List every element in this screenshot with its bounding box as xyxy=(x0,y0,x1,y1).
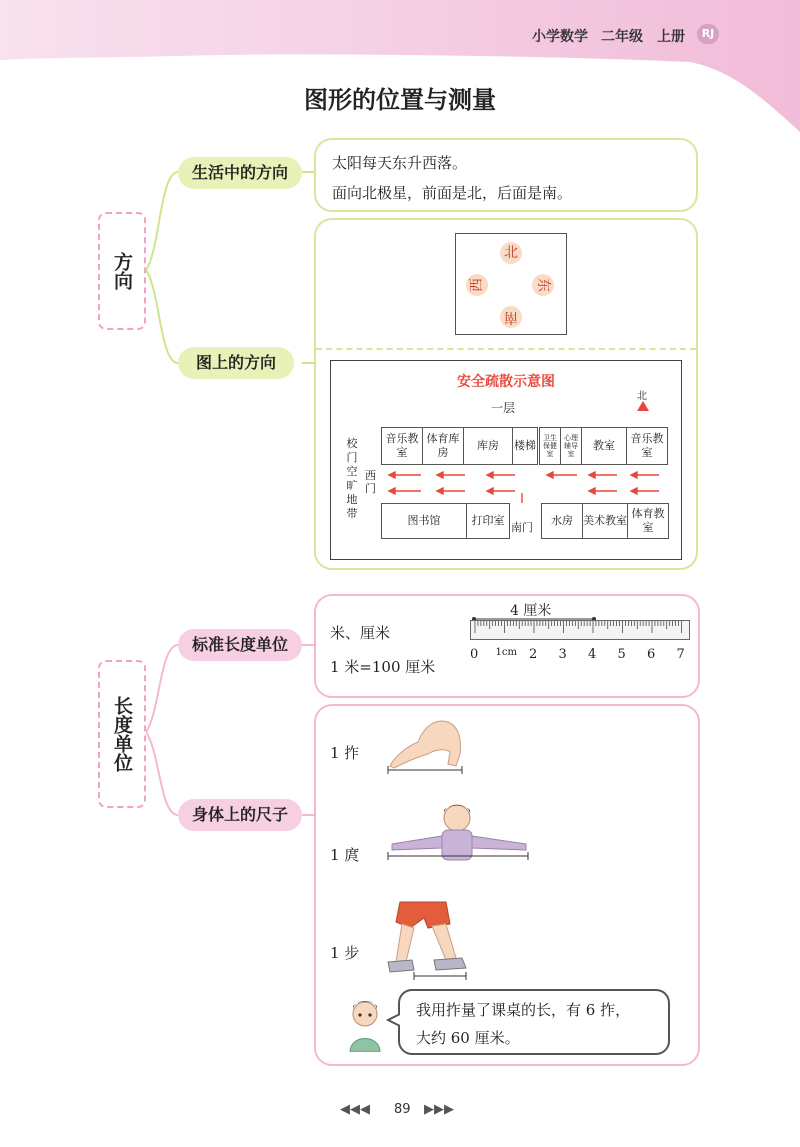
page-title: 图形的位置与测量 xyxy=(304,86,496,114)
ruler-tick-label: 5 xyxy=(617,647,626,662)
compass-south: 南 xyxy=(500,306,522,328)
units-relation: 1 米=100 厘米 xyxy=(330,658,436,676)
ruler-tick-label: 4 xyxy=(588,647,597,662)
header-grade: 二年级 xyxy=(601,29,643,45)
evac-north-label: 北 xyxy=(637,391,647,402)
ruler xyxy=(470,620,690,640)
ruler-tick-label: 1cm xyxy=(495,647,517,658)
subtopic-map-direction: 图上的方向 xyxy=(178,347,294,379)
room-art: 美术教室 xyxy=(582,503,628,539)
speech-bubble xyxy=(398,989,670,1055)
room-music-1: 音乐教室 xyxy=(381,427,423,465)
tuo-label: 1 庹 xyxy=(330,846,360,864)
subtopic-life-direction: 生活中的方向 xyxy=(178,157,302,189)
topic-length xyxy=(98,660,146,808)
topic-direction xyxy=(98,212,146,330)
ruler-span-label: 4 厘米 xyxy=(510,603,552,619)
header-volume: 上册 xyxy=(657,29,685,45)
room-storage: 库房 xyxy=(463,427,513,465)
divider xyxy=(316,348,696,350)
room-pe: 体育教室 xyxy=(627,503,669,539)
evac-title: 安全疏散示意图 xyxy=(457,374,555,390)
room-pe-storage: 体育库房 xyxy=(422,427,464,465)
standard-units-box xyxy=(314,594,700,698)
life-direction-box xyxy=(314,138,698,212)
ruler-tick-label: 2 xyxy=(529,647,538,662)
room-health: 卫生保健室 xyxy=(539,427,561,465)
compass-east: 东 xyxy=(532,274,554,296)
room-counseling: 心理辅导室 xyxy=(560,427,582,465)
compass-west: 西 xyxy=(466,274,488,296)
hand-span-illustration xyxy=(384,714,468,774)
room-classroom: 教室 xyxy=(581,427,627,465)
evac-west-gate: 西门 xyxy=(365,469,376,495)
arm-span-illustration xyxy=(384,800,534,872)
topic-length-label: 长度单位 xyxy=(111,696,133,772)
ruler-tick-label: 3 xyxy=(558,647,567,662)
ruler-ticks xyxy=(471,621,689,639)
ruler-tick-label: 6 xyxy=(647,647,656,662)
step-illustration xyxy=(384,898,480,982)
life-line-1: 太阳每天东升西落。 xyxy=(332,154,468,172)
room-water: 水房 xyxy=(541,503,583,539)
units-names: 米、厘米 xyxy=(330,624,391,642)
speech-bubble-tail xyxy=(386,1012,400,1028)
prev-arrows-icon: ◀◀◀ xyxy=(340,1102,370,1117)
north-arrow-icon xyxy=(637,401,649,411)
evac-route-arrows xyxy=(381,463,667,503)
evacuation-map xyxy=(330,360,682,560)
evac-open-area: 校门空旷地带 xyxy=(346,437,358,520)
ruler-tick-label: 0 xyxy=(470,647,479,662)
topic-direction-label: 方向 xyxy=(111,252,133,290)
speech-line-1: 我用拃量了课桌的长，有 6 拃， xyxy=(416,1001,631,1019)
ruler-tick-label: 7 xyxy=(676,647,685,662)
header-subject: 小学数学 xyxy=(532,29,588,45)
bu-label: 1 步 xyxy=(330,944,360,962)
zha-label: 1 拃 xyxy=(330,744,360,762)
subtopic-body-ruler: 身体上的尺子 xyxy=(178,799,302,831)
subtopic-standard-units: 标准长度单位 xyxy=(178,629,302,661)
room-stairs: 楼梯 xyxy=(512,427,538,465)
page-number: 89 xyxy=(394,1102,411,1117)
speech-line-2: 大约 60 厘米。 xyxy=(416,1029,520,1047)
edition-badge: RJ xyxy=(697,24,719,44)
compass-diagram xyxy=(455,233,567,335)
room-music-2: 音乐教室 xyxy=(626,427,668,465)
boy-avatar xyxy=(344,996,386,1052)
compass-north: 北 xyxy=(500,242,522,264)
room-library: 图书馆 xyxy=(381,503,467,539)
next-arrows-icon: ▶▶▶ xyxy=(424,1102,454,1117)
evac-floor: 一层 xyxy=(491,401,516,415)
room-print: 打印室 xyxy=(466,503,510,539)
evac-south-gate: 南门 xyxy=(511,521,533,534)
life-line-2: 面向北极星，前面是北，后面是南。 xyxy=(332,184,573,202)
